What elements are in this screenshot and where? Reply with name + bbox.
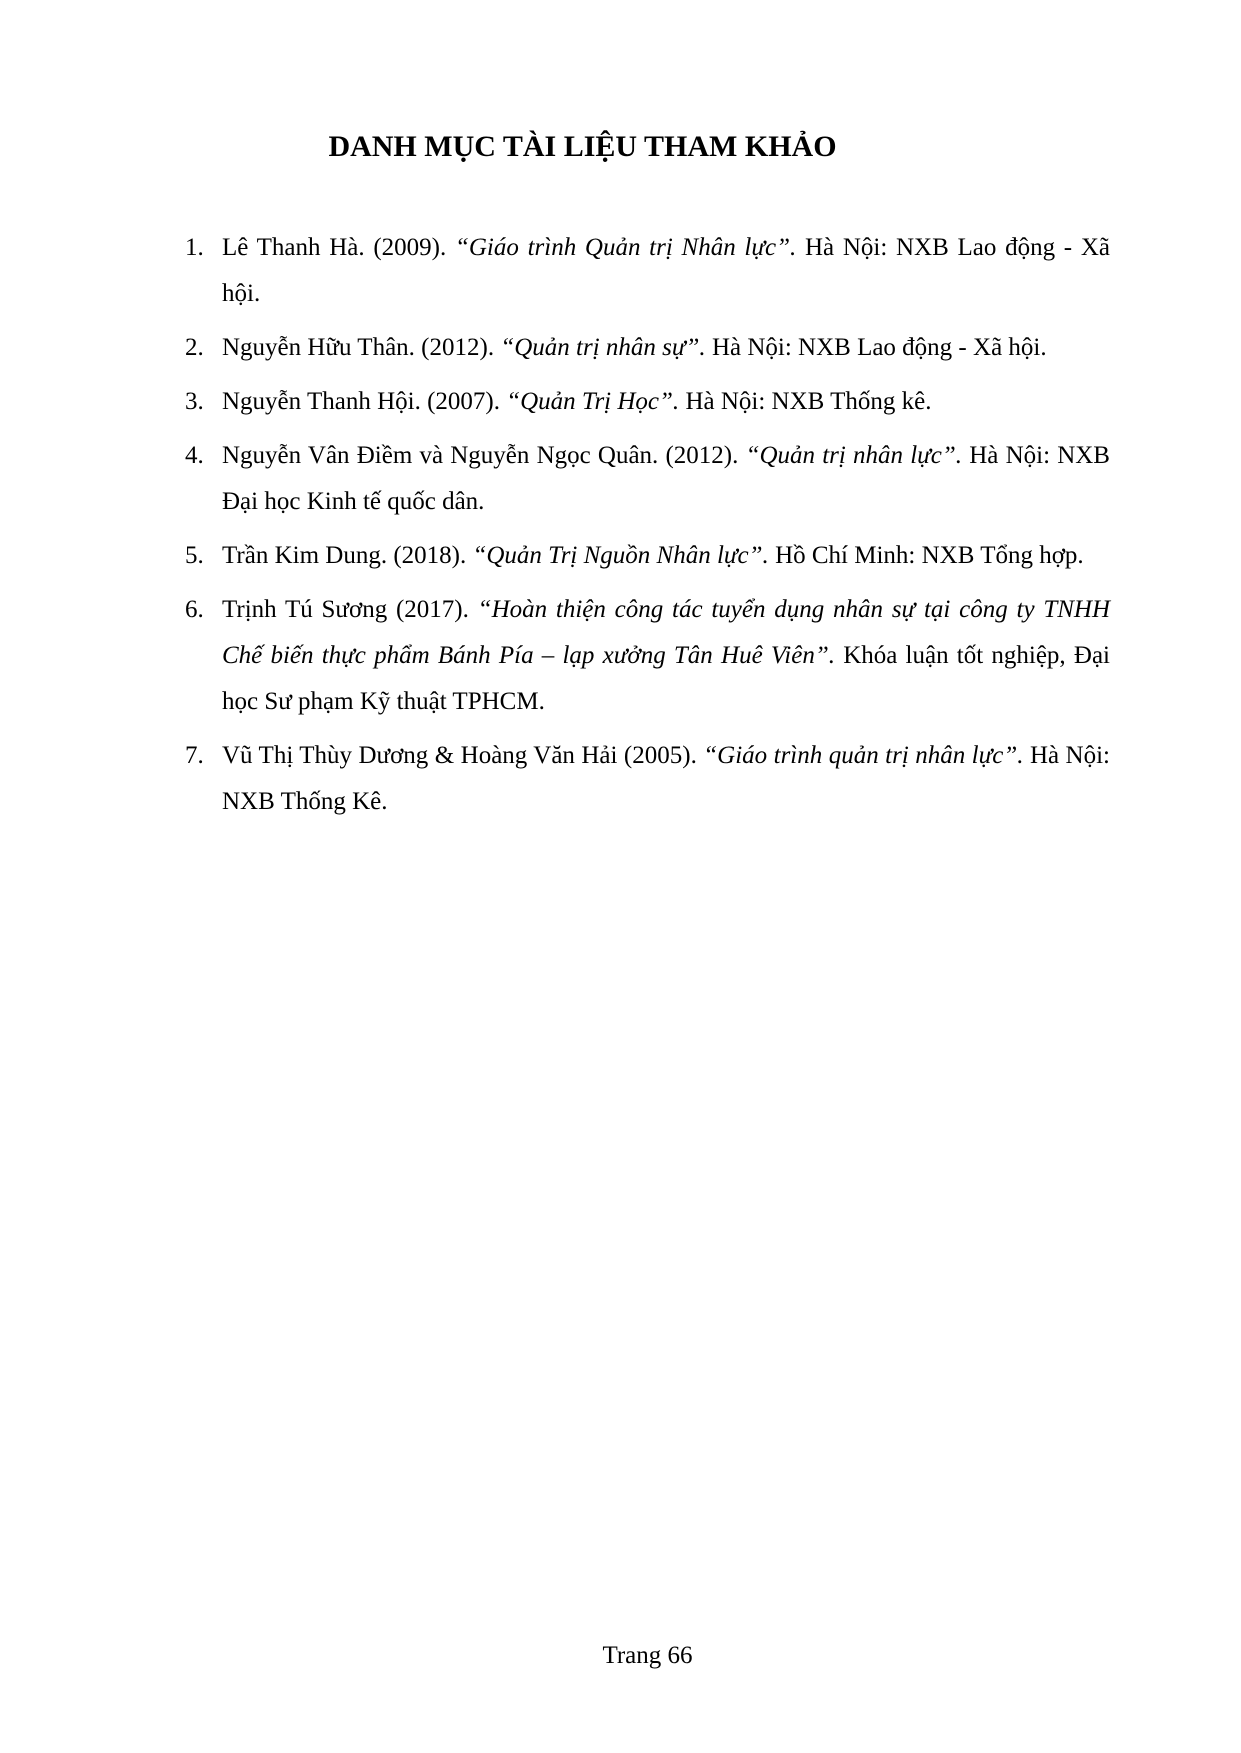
reference-text: Hà Nội: NXB Thống Kê.	[222, 742, 1110, 815]
reference-item	[185, 433, 1110, 525]
reference-number: 1.	[185, 234, 204, 261]
reference-text: Khóa luận tốt nghiệp, Đại học Sư phạm Kỹ thuật TPHCM.	[222, 642, 1110, 715]
reference-title: “Giáo trình quản trị nhân lực”.	[703, 742, 1024, 769]
reference-number: 4.	[185, 442, 204, 469]
reference-text: Trần Kim Dung. (2018).	[222, 542, 473, 569]
reference-text: Nguyễn Hữu Thân. (2012).	[222, 334, 501, 361]
reference-text: Hà Nội: NXB Lao động - Xã hội.	[222, 234, 1110, 307]
reference-title: “Hoàn thiện công tác tuyển dụng nhân sự tại công ty TNHH Chế biến thực phẩm Bánh Pía – lạp xưởng Tân Huê Viên”.	[222, 596, 1111, 669]
reference-number: 7.	[185, 742, 204, 769]
reference-title: “Quản Trị Học”.	[506, 388, 680, 415]
reference-text: Hà Nội: NXB Đại học Kinh tế quốc dân.	[222, 442, 1110, 515]
reference-text: Hồ Chí Minh: NXB Tổng hợp.	[768, 542, 1084, 569]
reference-number: 6.	[185, 596, 204, 623]
reference-number: 5.	[185, 542, 204, 569]
reference-item	[185, 733, 1110, 825]
reference-text: Hà Nội: NXB Thống kê.	[679, 388, 932, 415]
reference-text: Nguyễn Vân Điềm và Nguyễn Ngọc Quân. (2012).	[222, 442, 746, 469]
page-title: DANH MỤC TÀI LIỆU THAM KHẢO	[328, 130, 837, 163]
reference-item	[185, 379, 1110, 425]
reference-item	[185, 225, 1110, 317]
reference-title: “Quản Trị Nguồn Nhân lực”.	[472, 542, 769, 569]
reference-number: 3.	[185, 388, 204, 415]
reference-title: “Quản trị nhân lực”.	[745, 442, 963, 469]
reference-item	[185, 533, 1110, 579]
reference-text: Hà Nội: NXB Lao động - Xã hội.	[705, 334, 1047, 361]
reference-title: “Giáo trình Quản trị Nhân lực”.	[454, 234, 797, 261]
reference-text: Vũ Thị Thùy Dương & Hoàng Văn Hải (2005).	[222, 742, 704, 769]
reference-text: Trịnh Tú Sương (2017).	[222, 596, 478, 623]
reference-title: “Quản trị nhân sự”.	[500, 334, 706, 361]
reference-item	[185, 325, 1110, 371]
reference-item	[185, 587, 1110, 725]
reference-number: 2.	[185, 334, 204, 361]
reference-list	[185, 225, 1110, 833]
page-number: Trang 66	[602, 1642, 693, 1669]
reference-text: Nguyễn Thanh Hội. (2007).	[222, 388, 507, 415]
reference-text: Lê Thanh Hà. (2009).	[222, 234, 455, 261]
